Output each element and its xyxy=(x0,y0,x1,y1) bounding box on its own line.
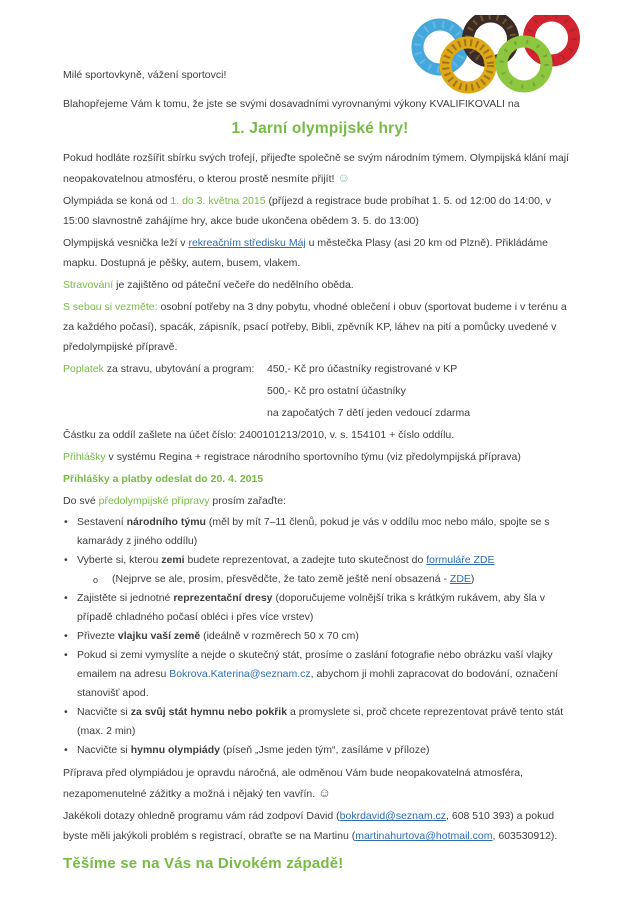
fee-paragraph xyxy=(63,359,577,379)
text-run: 1. do 3. května 2015 xyxy=(170,195,266,207)
fee-label xyxy=(63,359,267,379)
text-run: (doporučujeme volnější trika s krátkým rukávem, aby šla v případě chladného počasí obléci i přes více vrstev) xyxy=(77,592,548,623)
text-run: (příjezd a registrace bude probíhat 1. 5. od 12:00 do 14:00, v 15:00 slavnostně zahájíme hry, akce bude ukončena obědem 3. 5. do 13:00) xyxy=(63,195,554,227)
text-run: za svůj stát hymnu nebo pokřik xyxy=(130,706,288,718)
prep-item-country xyxy=(63,551,577,570)
preparation-list xyxy=(63,513,577,760)
text-run: , abychom ji mohli zapracovat do bodování, označení stanovišť apod. xyxy=(77,668,562,699)
smiley-icon: ☺ xyxy=(318,786,331,800)
text-run: Do své xyxy=(63,495,99,507)
bullet-icon: • xyxy=(64,744,68,756)
text-run: , 608 510 393) a pokud byste měli jakýkoli problém s registrací, obraťte se na Martinu ( xyxy=(63,810,557,842)
text-run: a promyslete si, proč chcete reprezentovat právě tento stát (max. 2 min) xyxy=(77,706,567,737)
prep-item-jerseys xyxy=(63,589,577,627)
deadline-paragraph xyxy=(63,469,577,489)
prep-item-olympic-anthem xyxy=(63,741,577,760)
bullet-icon: • xyxy=(64,592,68,604)
text-run: Jakékoli dotazy ohledně programu vám rád zodpoví David ( xyxy=(63,810,340,822)
payment-paragraph xyxy=(63,425,577,445)
link-zde[interactable]: ZDE xyxy=(449,573,471,585)
congrats-line xyxy=(63,94,577,114)
text-run: (ideálně v rozměrech 50 x 70 cm) xyxy=(200,630,359,642)
text-run: vlajku vaší země xyxy=(117,630,201,642)
prep-item-flag-photo xyxy=(63,646,577,703)
bullet-icon: • xyxy=(64,649,68,661)
text-run: 450,- Kč pro účastníky registrované v KP xyxy=(267,363,458,375)
smiley-icon: ☺ xyxy=(337,171,351,185)
fee-value xyxy=(267,359,577,379)
link-rekreacni-stredisko-maj[interactable]: rekreačním středisku Máj xyxy=(188,237,306,249)
greeting-line xyxy=(63,65,577,85)
text-run: prosím zařaďte: xyxy=(209,495,286,507)
email-link-bokrdavid[interactable]: bokrdavid@seznam.cz xyxy=(339,810,447,822)
text-run: Přivezte xyxy=(77,630,118,642)
text-run: Částku za oddíl zašlete na účet číslo: 2400101213/2010, v. s. 154101 + číslo oddílu. xyxy=(63,429,455,441)
text-run: u městečka Plasy (asi 20 km od Plzně). Přikládáme mapku. Dostupná je pěšky, autem, busem, vlakem. xyxy=(63,237,551,269)
text-run: Nacvičte si xyxy=(77,706,131,718)
text-run: Těšíme se na Vás na Divokém západě! xyxy=(63,855,344,872)
text-run: Olympijská vesnička leží v xyxy=(63,237,189,249)
document-content xyxy=(63,65,577,876)
text-run: Zajistěte si jednotné xyxy=(77,592,174,604)
link-formulare-zde[interactable]: formuláře ZDE xyxy=(426,554,495,566)
date-paragraph xyxy=(63,191,577,231)
intro-paragraph xyxy=(63,148,577,189)
registration-paragraph xyxy=(63,447,577,467)
packing-paragraph xyxy=(63,297,577,357)
text-run: Pokud si zemi vymyslíte a nejde o skutečný stát, prosíme o zaslání fotografie nebo obrázku vaší vlajky emailem na adresu xyxy=(77,649,556,680)
text-run: Milé sportovkyně, vážení sportovci! xyxy=(63,69,227,81)
text-run: S sebou si vezměte: xyxy=(63,301,158,313)
prep-item-team xyxy=(63,513,577,551)
text-run: osobní potřeby na 3 dny pobytu, vhodné oblečení i obuv (sportovat budeme i v terénu a za každého počasí), spacák, zápisník, psací potřeby, Bibli, zpěvník KP, láhev na pití a pomůcky uvedené v předolympijské přípravě. xyxy=(63,301,570,353)
text-run: ) xyxy=(470,573,475,585)
bullet-icon: • xyxy=(64,706,68,718)
bullet-icon: • xyxy=(64,630,68,642)
text-run: Blahopřejeme Vám k tomu, že jste se svými dosavadními vyrovnanými výkony KVALIFIKOVALI na xyxy=(63,98,520,110)
text-run: v systému Regina + registrace národního sportovního týmu (viz předolympijská příprava) xyxy=(105,451,521,463)
text-run: Nacvičte si xyxy=(77,744,131,756)
email-link-bokrova[interactable]: Bokrova.Katerina@seznam.cz xyxy=(169,668,311,680)
text-run: Vyberte si, kterou xyxy=(77,554,162,566)
bullet-icon: • xyxy=(64,554,68,566)
bullet-icon: • xyxy=(64,516,68,528)
text-run: hymnu olympiády xyxy=(130,744,220,756)
text-run: na započatých 7 dětí jeden vedoucí zdarma xyxy=(267,407,471,419)
text-run: (píseň „Jsme jeden tým“, zasíláme v příloze) xyxy=(219,744,430,756)
text-run: Stravování xyxy=(63,279,114,291)
text-run: (Nejprve se ale, prosím, přesvědčte, že tato země ještě není obsazená - xyxy=(112,573,450,585)
text-run: za stravu, ubytování a program: xyxy=(103,363,255,375)
prep-item-anthem-chant xyxy=(63,703,577,741)
closing-paragraph xyxy=(63,763,577,804)
preparation-intro xyxy=(63,491,577,511)
text-run: Pokud hodláte rozšířit sbírku svých trofejí, přijeďte společně se svým národním týmem. Olympijská klání mají neopakovatelnou atmosféru, o kterou prostě nesmíte přijít! xyxy=(63,152,572,185)
circle-bullet-icon: o xyxy=(93,575,99,585)
event-title xyxy=(63,117,577,141)
text-run: předolympijské přípravy xyxy=(98,495,210,507)
text-run: Přihlášky a platby odeslat do 20. 4. 2015 xyxy=(63,473,264,485)
text-run: Olympiáda se koná od xyxy=(63,195,171,207)
email-link-martinahurtova[interactable]: martinahurtova@hotmail.com xyxy=(355,830,493,842)
text-run: Přihlášky xyxy=(63,451,106,463)
farewell-line xyxy=(63,852,577,876)
text-run: Příprava před olympiádou je opravdu náročná, ale odměnou Vám bude neopakovatelná atmosféra, nezapomenutelné zážitky a možná i nějaký ten vavřín. xyxy=(63,767,526,800)
contacts-paragraph xyxy=(63,806,577,846)
fee-line-3 xyxy=(63,403,577,423)
fee-line-2 xyxy=(63,381,577,401)
text-run: zemi xyxy=(161,554,185,566)
text-run: budete reprezentovat, a zadejte tuto skutečnost do xyxy=(184,554,427,566)
text-run: , 603530912). xyxy=(492,830,558,842)
location-paragraph xyxy=(63,233,577,273)
text-run: Poplatek xyxy=(63,363,104,375)
text-run: (měl by mít 7–11 členů, pokud je vás v oddílu moc nebo málo, spojte se s kamarády z jiného oddílu) xyxy=(77,516,553,547)
text-run: je zajištěno od páteční večeře do nedělního oběda. xyxy=(113,279,354,291)
prep-subitem-check xyxy=(63,570,577,589)
text-run: národního týmu xyxy=(126,516,206,528)
text-run: 1. Jarní olympijské hry! xyxy=(231,120,409,137)
meals-paragraph xyxy=(63,275,577,295)
text-run: reprezentační dresy xyxy=(173,592,273,604)
text-run: 500,- Kč pro ostatní účastníky xyxy=(267,385,406,397)
text-run: Sestavení xyxy=(77,516,127,528)
prep-item-flag xyxy=(63,627,577,646)
